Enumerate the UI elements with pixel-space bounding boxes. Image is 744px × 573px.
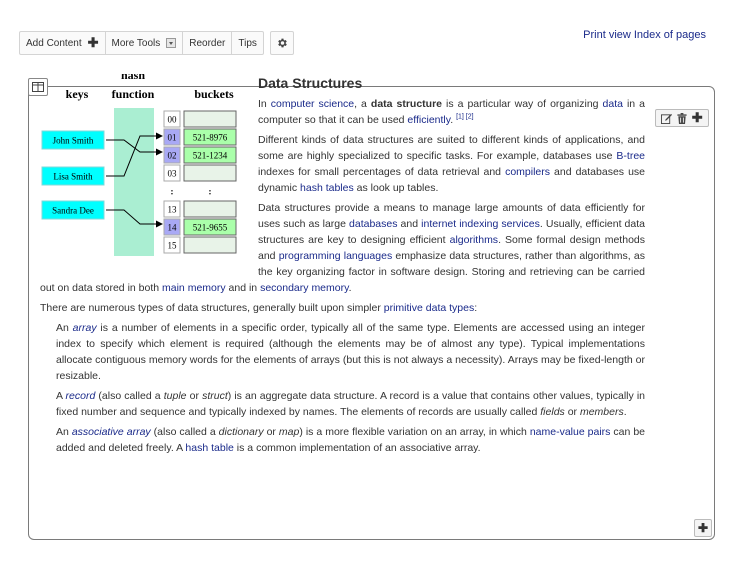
bucket-cell <box>184 111 236 127</box>
editor-toolbar <box>19 31 294 55</box>
bucket-index-label: : <box>170 186 174 197</box>
bucket-cell <box>184 165 236 181</box>
settings-button[interactable] <box>270 31 294 55</box>
add-icon[interactable]: ✚ <box>691 110 703 125</box>
inline-link[interactable]: B-tree <box>616 150 645 162</box>
inline-link[interactable]: hash tables <box>300 182 354 194</box>
inline-link[interactable]: name-value pairs <box>529 426 611 438</box>
key-label: Sandra Dee <box>52 205 94 216</box>
trash-icon[interactable] <box>677 113 687 124</box>
paragraph-4: There are numerous types of data structures, generally built upon simpler primitive data types: <box>40 302 478 314</box>
inline-link[interactable]: data <box>602 98 623 110</box>
bucket-cell <box>184 201 236 217</box>
paragraph-2: Different kinds of data structures are suited to different kinds of applications, and some are highly specialized to specific tasks. For example, databases use B-tree indexes for small percentages of data retrieval and compilers and databases use dynamic hash tables as look up tables. <box>258 134 645 194</box>
edit-icon[interactable] <box>661 113 672 124</box>
gear-icon <box>276 37 288 49</box>
inline-link[interactable]: primitive data types <box>383 302 475 314</box>
inline-link[interactable]: computer science <box>270 98 355 110</box>
italic-term: map <box>278 426 300 438</box>
paragraph-associative-array: An associative array (also called a dictionary or map) is a more flexible variation on an array, in which name-value pairs can be added and deleted freely. A hash table is a common implementation of an associative array. <box>56 426 646 454</box>
reorder-button[interactable] <box>183 32 232 54</box>
inline-link[interactable]: associative array <box>71 426 151 438</box>
bucket-index-label: 14 <box>167 222 177 233</box>
inline-link[interactable]: secondary memory <box>260 282 349 294</box>
paragraph-array: An array is a number of elements in a specific order, typically all of the same type. Elements are accessed using an integer index to specify which element is required (although the elements may be of almost any type). Typical implementations allocate contiguous memory words for the elements of arrays (but this is not always a necessity). Arrays may be fixed-length or resizable. <box>56 322 645 382</box>
header-links <box>583 29 706 41</box>
inline-link[interactable]: record <box>65 390 96 402</box>
hash-table-diagram <box>40 74 258 266</box>
keys-header: keys <box>65 87 89 101</box>
bucket-index-label: 01 <box>167 132 177 143</box>
article-title: Data Structures <box>258 75 363 91</box>
inline-link[interactable]: algorithms <box>449 234 499 246</box>
bucket-index-label: 02 <box>167 150 177 161</box>
inline-link[interactable]: compilers <box>505 166 550 178</box>
inline-link[interactable]: hash table <box>185 442 234 454</box>
hash-function-header-line2: function <box>111 87 155 101</box>
buckets-header: buckets <box>194 87 234 101</box>
italic-term: dictionary <box>218 426 264 438</box>
bucket-index-label: 03 <box>167 168 177 179</box>
add-block-button[interactable] <box>694 519 712 537</box>
inline-link[interactable]: array <box>72 322 97 334</box>
content-edit-tools <box>655 109 709 127</box>
more-tools-label: More Tools <box>111 37 161 49</box>
paragraph-record: A record (also called a tuple or struct) is an aggregate data structure. A record is a value that contains other values, typically in fixed number and sequence and typically indexed by names. The elements of records are usually called fields or members. <box>56 390 646 418</box>
inline-link[interactable]: databases <box>349 218 398 230</box>
plus-icon: ✚ <box>87 35 99 50</box>
more-tools-dropdown[interactable] <box>106 32 184 54</box>
reference-link[interactable]: [1] [2] <box>456 113 474 121</box>
inline-link[interactable]: main memory <box>162 282 226 294</box>
inline-link[interactable]: efficiently <box>407 114 451 126</box>
reorder-label: Reorder <box>189 37 226 49</box>
italic-term: struct <box>202 390 228 402</box>
tips-button[interactable] <box>232 32 263 54</box>
paragraph-3: Data structures provide a means to manage large amounts of data efficiently for uses such as large databases and internet indexing services. Usually, efficient data structures are key to designing efficient algorithms. Some formal design methods and programming languages emphasize data structures, rather than algorithms, as the key organizing factor in software design. Storing and retrieving can be carried out on data stored in both main memory and in secondary memory. <box>40 202 645 294</box>
print-view-link[interactable]: Print view <box>583 29 631 41</box>
bucket-value: : <box>208 186 212 197</box>
chevron-down-icon <box>166 38 176 48</box>
plus-icon: ✚ <box>697 521 709 535</box>
bucket-value: 521-8976 <box>192 132 228 143</box>
add-content-label: Add Content <box>26 37 82 49</box>
paragraph-1: In computer science, a data structure is a particular way of organizing data in a computer so that it can be used efficiently. [1] [2] <box>258 98 645 126</box>
bold-term: data structure <box>370 98 443 110</box>
key-label: John Smith <box>52 135 94 146</box>
bucket-index-label: 00 <box>167 114 177 125</box>
italic-term: tuple <box>163 390 187 402</box>
bucket-index-label: 15 <box>167 240 177 251</box>
hash-function-block <box>114 108 154 256</box>
add-content-button[interactable] <box>20 32 106 54</box>
italic-term: fields <box>540 406 565 418</box>
hash-function-header-line1: hash <box>120 74 146 82</box>
key-label: Lisa Smith <box>53 171 93 182</box>
bucket-value: 521-1234 <box>192 150 228 161</box>
bucket-cell <box>184 237 236 253</box>
bucket-value: 521-9655 <box>192 222 228 233</box>
index-of-pages-link[interactable]: Index of pages <box>633 29 706 41</box>
toolbar-button-group <box>19 31 264 55</box>
italic-term: members <box>579 406 624 418</box>
inline-link[interactable]: programming languages <box>278 250 393 262</box>
tips-label: Tips <box>238 37 257 49</box>
article-content <box>40 74 645 460</box>
inline-link[interactable]: internet indexing services <box>421 218 540 230</box>
bucket-index-label: 13 <box>167 204 177 215</box>
